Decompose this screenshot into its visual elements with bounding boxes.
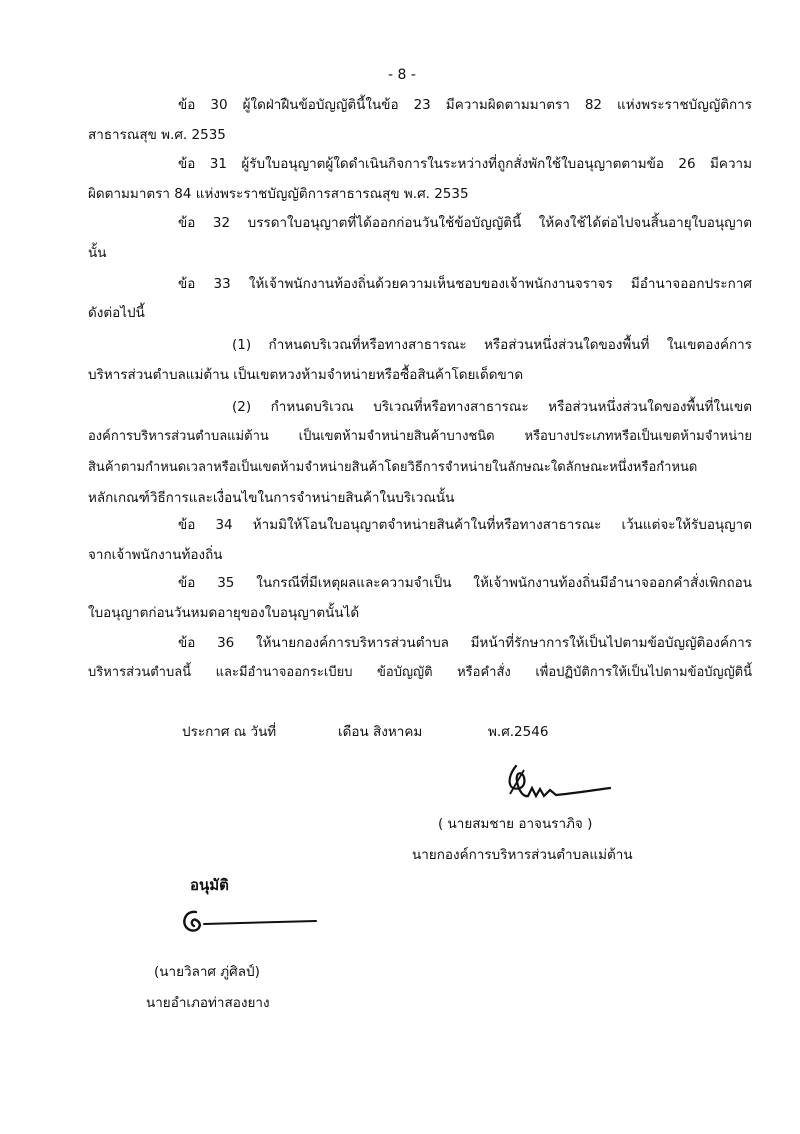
clause-31-line-1: ข้อ 31 ผู้รับใบอนุญาตผู้ใดดำเนินกิจการในระหว่างที่ถูกสั่งพักใช้ใบอนุญาตตามข้อ 26 มีความ [178, 156, 752, 172]
signer-name: ( นายสมชาย อาจนราภิจ ) [438, 816, 593, 832]
clause-33-item-2-line-4: หลักเกณฑ์วิธีการและเงื่อนไขในการจำหน่ายสินค้าในบริเวณนั้น [88, 490, 455, 506]
clause-36-line-1: ข้อ 36 ให้นายกองค์การบริหารส่วนตำบล มีหน้าที่รักษาการให้เป็นไปตามข้อบัญญัติองค์การ [178, 635, 752, 651]
clause-33-item-2-line-3: สินค้าตามกำหนดเวลาหรือเป็นเขตห้ามจำหน่ายสินค้าโดยวิธีการจำหน่ายในลักษณะใดลักษณะหนึ่งหรือกำหนด [88, 460, 698, 475]
signature-image [498, 758, 618, 808]
clause-31-line-2: ผิดตามมาตรา 84 แห่งพระราชบัญญัติการสาธารณสุข พ.ศ. 2535 [88, 186, 469, 202]
clause-30-line-2: สาธารณสุข พ.ศ. 2535 [88, 127, 226, 143]
announce-month: เดือน สิงหาคม [338, 724, 423, 740]
clause-33-item-1-line-2: บริหารส่วนตำบลแม่ต้าน เป็นเขตหวงห้ามจำหน่ายหรือซื้อสินค้าโดยเด็ดขาด [88, 367, 524, 383]
clause-33-item-2-line-1: (2) กำหนดบริเวณ บริเวณที่หรือทางสาธารณะ หรือส่วนหนึ่งส่วนใดของพื้นที่ในเขต [232, 399, 752, 415]
clause-33-item-1-line-1: (1) กำหนดบริเวณที่หรือทางสาธารณะ หรือส่วนหนึ่งส่วนใดของพื้นที่ ในเขตองค์การ [232, 337, 752, 353]
announce-date-label: ประกาศ ณ วันที่ [182, 724, 277, 740]
clause-35-line-1: ข้อ 35 ในกรณีที่มีเหตุผลและความจำเป็น ให้เจ้าพนักงานท้องถิ่นมีอำนาจออกคำสั่งเพิกถอน [178, 575, 752, 591]
clause-33-item-2-line-2: องค์การบริหารส่วนตำบลแม่ต้าน เป็นเขตห้ามจำหน่ายสินค้าบางชนิด หรือบางประเภทหรือเป็นเขตห้ามจำหน่าย [88, 429, 752, 444]
announce-year: พ.ศ.2546 [488, 724, 549, 740]
approval-label: อนุมัติ [190, 876, 229, 894]
approver-title: นายอำเภอท่าสองยาง [146, 995, 270, 1011]
clause-33-line-2: ดังต่อไปนี้ [88, 305, 145, 321]
approval-signature-image [178, 904, 318, 936]
clause-32-line-2: นั้น [88, 245, 107, 261]
clause-32-line-1: ข้อ 32 บรรดาใบอนุญาตที่ได้ออกก่อนวันใช้ข้อบัญญัตินี้ ให้คงใช้ได้ต่อไปจนสิ้นอายุใบอนุญาต [178, 215, 752, 231]
clause-33-line-1: ข้อ 33 ให้เจ้าพนักงานท้องถิ่นด้วยความเห็นชอบของเจ้าพนักงานจราจร มีอำนาจออกประกาศ [178, 276, 752, 292]
clause-34-line-1: ข้อ 34 ห้ามมิให้โอนใบอนุญาตจำหน่ายสินค้าในที่หรือทางสาธารณะ เว้นแต่จะให้รับอนุญาต [178, 517, 752, 533]
signer-title: นายกองค์การบริหารส่วนตำบลแม่ต้าน [412, 847, 633, 863]
clause-34-line-2: จากเจ้าพนักงานท้องถิ่น [88, 547, 223, 563]
clause-30-line-1: ข้อ 30 ผู้ใดฝ่าฝืนข้อบัญญัตินี้ในข้อ 23 มีความผิดตามมาตรา 82 แห่งพระราชบัญญัติการ [178, 97, 752, 113]
clause-35-line-2: ใบอนุญาตก่อนวันหมดอายุของใบอนุญาตนั้นได้ [88, 605, 360, 621]
clause-36-line-2: บริหารส่วนตำบลนี้ และมีอำนาจออกระเบียบ ข้อบัญญัติ หรือคำสั่ง เพื่อปฏิบัติการให้เป็นไปตามข้อบัญญัตินี้ [88, 665, 752, 680]
page-number: - 8 - [388, 67, 416, 83]
approver-name: (นายวิลาศ ภู่ศิลป์) [154, 964, 260, 980]
